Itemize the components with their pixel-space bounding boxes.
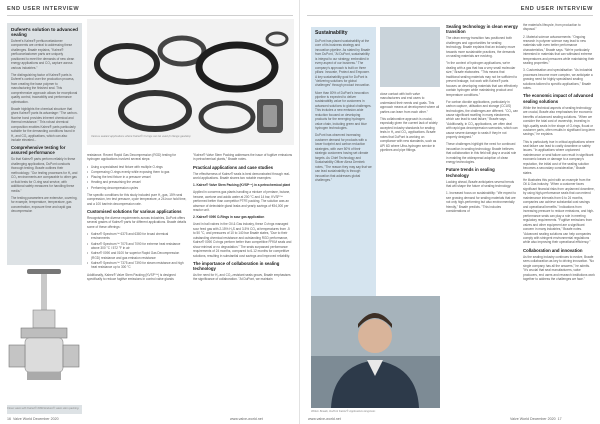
customised-heading: Customised solutions for various applications [87,208,182,214]
list-item: • Kalrez® Spectrum™ 6375 and 6380 for broad chemical environments [87,232,187,241]
engineer-photo [311,296,440,408]
sidebar-para: So that Kalrez® parts perform reliably in these challenging applications, DuPont conducts thorough testing. Braafe outlines their methodology: "Our testing processes for H₂ and CO₂ environments are comparable to other gas or fluid tests for O-ring seal service, with additional safety measures for handling these media." [11,157,78,193]
collaboration-heading: The importance of collaboration in sealing technology [193,260,280,271]
seals-photo [87,19,294,145]
left-footer [7,417,59,421]
right-footer-url[interactable]: www.valve-world.net [308,417,341,421]
seals-illustration [87,19,294,145]
left-publication: Valve World December 2020 [13,417,59,421]
left-column-2 [87,153,187,405]
body-para: The clean energy transition has positioned both challenges and opportunities for sealing technology. Braafe explains that an industry move towards more sustainable practices, the demands on sealing materials are evolving. [446,36,516,59]
body-para: close contact with both valve manufacturers and end users to understand their needs and goals. This approach means at development where all parties can learn from each other." [380,92,440,114]
list-item: • Performing decompression cycles [87,186,187,190]
body-para: The specific conditions for this study included pure H₂ gas, 15% seal compression, ten test pressure, cycle temperature, a 24-hour hold time, and a 100 bar/min decompression rate. [87,192,187,206]
grades-list [87,232,187,270]
case-title: 2. Kalrez® 0090 O-Rings in sour gas application [193,215,265,220]
left-page-number: 16 [7,417,11,421]
body-para: He illustrates this point with an example from the Oil & Gas industry. "When a customer faces significant financial risks from unplanned downtime, by using high-performance seals that can extend maintenance intervals from 6 to 24 months, companies can achieve substantial cost savings and operational benefits." Indications from increasing pressure to reduce emissions, and high-performance seals can play a role in meeting regulatory requirements. "Fugitive emissions from valves and other equipment are a significant concern in many industries," Braafe notes. "Advanced sealing solutions can help companies comply with stringent environmental regulations while also improving their operational efficiency." [523,177,595,245]
left-footer-url[interactable]: www.valve-world.net [230,417,263,421]
left-column-3 [193,153,293,405]
body-para: These challenges highlight the need for continued innovation in sealing technology. Braafe believes that collaboration in this field will play a crucial role in enabling the widespread adoption of clean energy technologies. [446,142,517,165]
sustainability-body [315,39,372,185]
case-title: 1. Kalrez® Valve Stem Packing (KVSP™) in a petrochemical plant [193,183,291,188]
seals-photo-caption: Various sealant applications where Kalrez® O-rings can be used (in flange gaskets). [91,135,192,138]
list-item: • Kalrez® Spectrum™ 7075 and 7090 for extreme heat resistance above 300 °C / 572 °F in air [87,242,187,251]
right-publication: Valve World December 2020 [510,417,556,421]
list-item: • Heating and pressurising the vessel [87,180,187,184]
body-para: 1. Increased focus on sustainability: "We expect to see growing demand for sealing materials that are not only high-performing but also environmentally friendly," Braafe predicts. "This includes considerations of [446,191,517,214]
box-para: More than 80% of DuPont's innovation pipeline is expected to deliver sustainability value for customers in advanced solutions to global challenges. This includes a new emission-wide reduction focused on developing products for the emerging hydrogen value chain, including green and blue hydrogen technologies. [315,90,372,131]
rgd-steps-list [87,165,187,191]
body-para: The effectiveness of Kalrez® seals is best demonstrated through real-world applications. Braafe shares two notable examples: [193,171,291,181]
economic-heading: The economic impact of advanced sealing solutions [523,93,594,104]
sidebar-title: Duferet's solution to advanced sealing [11,27,78,37]
body-para: Looking ahead, Braafe anticipates several trends that will shape the future of sealing technology: [446,179,515,189]
sidebar-para: The distinguishing factor of Kalrez® parts is Duferet's control over the production process, from creating the base polymer to manufacturing the finished seal. This comprehensive approach allows for exceptional quality control, traceability and performance optimisation. [11,72,78,104]
body-para: As the need for H₂ and CO₂-resistant seals grows, Braafe emphasises the significance of collaboration. "At DuPont, we maintain [193,272,291,282]
list-item: • Kalrez® 0090 and 0100 for superior Rapid Gas Decompression (RGD) resistance and gas emission resistance [87,251,187,260]
right-page-number: 17 [557,417,562,421]
trends-heading: Future trends in sealing technology [446,167,495,178]
sidebar-body [11,39,78,216]
sustainability-title: Sustainability [315,30,348,36]
clean-energy-heading: Sealing technology in clean energy transition [446,24,518,35]
body-para: Applied in concerns gas plants handling a mixture of pentane, butane, hexane, acetone and acidic water at 200 °C and 14 bar, KVSP™ performed better than competitor PTFE packing. The solution was an absence of detectable gland leaks and yearly savings of €94,000 per reactor unit. [193,190,291,213]
body-para: While the technical aspects of sealing technology are crucial, Braafe also emphasises the economic benefits of advanced sealing solutions. "When we consider the total cost of ownership, investing in high-quality seals in the shape of O-rings, flouat or customer parts, often results in significant long-term savings," he explains. [523,105,595,137]
left-section-header: END USER INTERVIEW [7,6,80,12]
engineer-illustration [311,296,440,408]
body-para: Recognising the diverse requirements across industries, DuPont offers several grades of Kalrez® parts for different applications. Braafe details some of these offerings: [87,215,187,229]
sidebar-para: Duferet's Kalrez® perfluoroelastomer components are central to addressing these challenges. Braafe explains, "Kalrez® perfluoroelastomer parts are uniquely positioned to meet the demands of new clean energy applications and CO₂ capture across various industries." [11,39,75,70]
valve-photo-caption: Close valve with Kalrez® 0090 Endure® valve stem packing. [7,407,80,410]
testing-heading: Comprehensive testing for assured performance [11,145,66,156]
right-section-header: END USER INTERVIEW [520,6,593,12]
sidebar-para: The testing parameters are extensive, covering, for example, temperature, temperature, gas concentration, exposure time and rapid gas decompression [11,195,78,214]
body-para: 3. Customisation and specialisation: "As industrial processes become more complex, we anticipate a growing need for highly specialised sealing solutions tailored to specific applications," Braafe notes. [523,68,593,91]
practical-heading: Practical applications and case studies [193,164,274,170]
box-para: DuPont has observed increasing customer demand for products with a lower footprint and carbon reduction strategies, with over 50% of their strategic customers having set climate targets. As Chief Technology and Sustainability Officer Alexa Dembek notes, "The reason they may say that we can lead sustainability is through innovation that addresses global challenges." [315,133,372,182]
body-para: "In the context of hydrogen applications, we're dealing with a gas that has a very small molecular size," Braafe elaborates. "This means that traditional sealing materials may not be sufficient to prevent leakage, but work with Kalrez® parts focuses on developing materials that can effectively contain hydrogen while maintaining product and temperature conditions." [446,61,518,97]
body-para: For carbon dioxide applications, particularly in carbon capture, utilisation and storage (CCUS) technologies, the challenges are different. "CO₂ can cause significant swelling in many elastomers, which can lead to seal failure," Braafe says. "Additionally, in CO₂ applications, we often deal with rapid gas decompression scenarios, which can cause severe damage to seals if they're not properly designed." [446,99,518,140]
list-item: • Placing the test fixture in a pressure vessel [87,175,187,179]
list-item: • Kalrez® Spectrum™ 7375 and 7390 for steam resistance and high heat resistance up to 300 °C [87,261,187,270]
valve-illustration [7,265,82,405]
right-column-1 [380,92,440,292]
body-para: Used in ball valves in the Oil & Gas industry, these O-rings managed sour feed gas with 2-15% H₂S and 3-5% CO₂ at temperatures from -5 to 50 °C, and pressures of 10 to 140 bar Braafe states, "Due to their outstanding chemical resistance and outstanding RGD performance, Kalrez® 0090 O-rings perform better than competitive FFKM seals and show minimal or no degradation." The seals surpassed performance requirements of 24 months, compared to 6-12 months for competitive solutions, resulting in substantial cost savings and improved reliability. [193,222,292,258]
list-item: • Compressing O-rings evenly while exposing them to gas [87,170,187,174]
list-item: • Using a specialised test fixture with multiple O-rings [87,165,187,169]
right-column-3 [523,23,595,406]
body-para: This collaborative approach is crucial, especially given the current lack of widely accepted industry standards for sealing tests in H₂ and CO₂ applications. Braafe notes that DuPont is working on compliance with new standards, such as API 6D where Ultra-hydrogen service in pipelines and pipe fittings. [380,116,438,153]
body-para: "Kalrez® Valve Stem Packing addresses the issue of fugitive emissions in petrochemical plants," Braafe notes. [193,153,293,162]
box-para: DuPont has placed sustainability at the core of its business strategy and innovation pipeline. As stated by Braafe from DuPont, "At DuPont, sustainability is integral to our strategy, embedded in every aspect of our business." The company's approach is built on three pillars: Innovate, Protect and Empower. A key sustainability goal for DuPont is "delivering solutions for global challenges" through product innovation. [315,38,371,88]
portrait-photo-top [380,27,440,87]
body-para: 2. Material science advancements: "Ongoing research in polymer science may lead to new materials with even better performance characteristics," Braafe says. "We're particularly interested in materials that can withstand extreme temperatures and pressures while maintaining their sealing properties." [523,34,595,66]
spacer [380,27,440,28]
right-header-rule [307,15,593,16]
sidebar-para: Braafe highlights the chemical structure that gives Kalrez® parts its advantage: "The carbon-fluorine bond provides inherent chemical and thermal resistance." This robust chemical composition enables Kalrez® parts particularly suitable for the demanding conditions found in H₂ and CO₂ applications, which can also include elevated... [11,106,78,143]
body-para: the material's lifecycle, from production to disposal." [523,23,581,32]
right-footer [510,417,562,421]
collab-innovation-heading: Collaboration and innovation [523,247,583,253]
body-para: resistance. Recent Rapid Gas Decompression (RGD) testing for hydrogen applications involved several steps: [87,153,177,162]
right-column-2 [446,23,518,406]
left-header-rule [7,15,293,16]
body-para: As the sealing industry continues to evolve, Braafe sees collaboration as key to driving innovation. "No single company has all the answers," he admits. "It's crucial that seal manufacturers, valve producers, end users and research institutions work together to address the challenges we face." [523,254,595,281]
valve-photo [7,265,82,405]
engineer-photo-caption: Willem Braafe, DuPont Kalrez® Applications Engineer. [311,410,376,413]
body-para: Additionally, Kalrez® Valve Stem Packing (KVSP™) is designed specifically to reduce fugitive emissions in control valve glands [87,272,176,282]
body-para: This is particularly true in critical applications where seal failure can lead to costly downtime or safety issues. "In applications where unplanned maintenance or seal failure can result in significant economic losses or damage to a company's reputation, the initial cost of the sealing solution becomes a secondary consideration," Braafe states. [523,139,595,175]
